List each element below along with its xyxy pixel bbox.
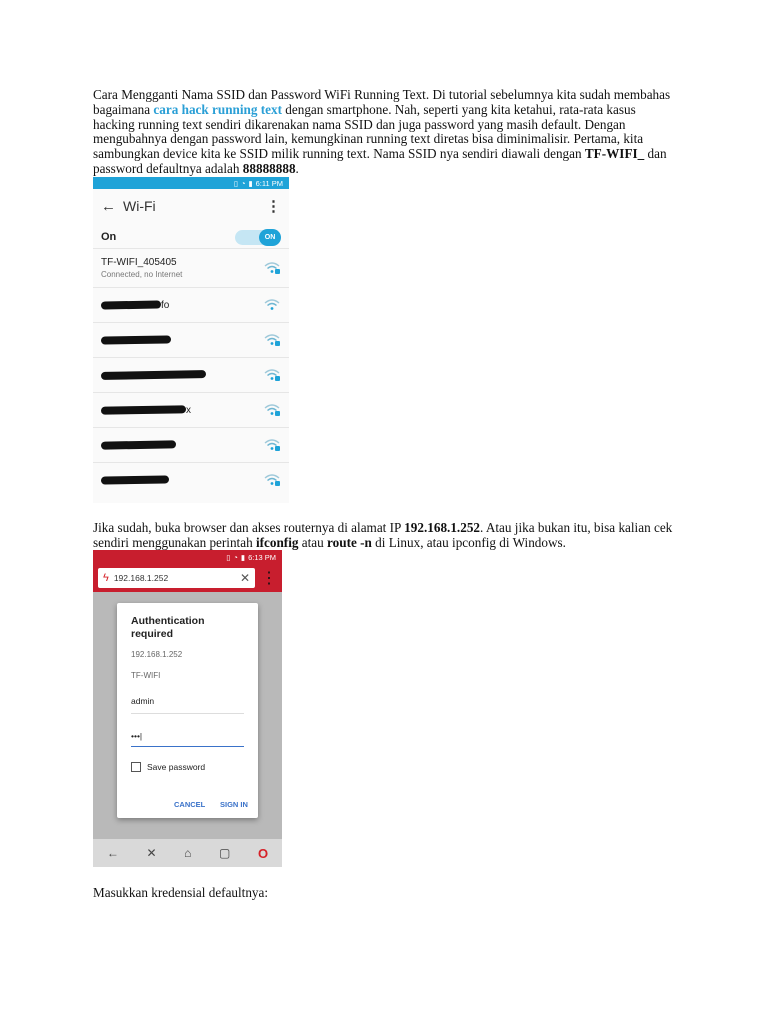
wifi-lock-icon (263, 368, 281, 382)
save-password-checkbox[interactable] (131, 762, 205, 772)
network-item[interactable] (93, 248, 289, 287)
wifi-settings-screenshot (93, 177, 289, 503)
username-field[interactable]: admin (131, 696, 155, 706)
ifconfig-command: ifconfig (255, 534, 299, 550)
redacted-name (101, 440, 176, 449)
wifi-toggle[interactable] (235, 230, 281, 245)
para2-text: Jika sudah, buka browser dan akses routernya di alamat IP (93, 520, 405, 535)
wifi-status-icon: ◔ (240, 178, 246, 188)
para2-text-3: atau (298, 534, 328, 550)
network-item[interactable] (93, 462, 289, 497)
status-time: 6:11 PM (255, 178, 283, 188)
intro-text-2: dengan smartphone. Nah, seperti yang kita ketahui, rata-rata kasus hacking running text sendiri dikarenakan nama SSID dan juga password yang masih default. Dengan mengubahnya dengan password lain, kemungkinan running text diretas bisa diminimalisir. Pertama, kita sambungkan device kita ke SSID milik running text. Nama SSID nya sendiri diawali dengan (93, 101, 644, 162)
hack-tutorial-link[interactable]: cara hack running text (153, 101, 282, 117)
more-vert-icon[interactable]: ⋮ (266, 198, 281, 215)
sign-in-button[interactable]: SIGN IN (220, 800, 248, 809)
more-vert-icon[interactable]: ⋮ (261, 570, 277, 587)
router-access-paragraph (93, 521, 673, 551)
status-time: 6:13 PM (248, 552, 276, 562)
status-bar (93, 177, 289, 189)
credentials-paragraph: Masukkan kredensial defaultnya: (93, 885, 269, 900)
browser-auth-screenshot (93, 550, 282, 867)
browser-bottom-nav (93, 839, 282, 867)
cancel-button[interactable]: CANCEL (174, 800, 206, 809)
opera-menu-icon[interactable]: O (258, 845, 269, 861)
tabs-icon[interactable]: ▢ (219, 846, 231, 860)
wifi-lock-icon (263, 473, 281, 487)
network-name-tail: x (186, 404, 191, 416)
home-icon[interactable]: ⌂ (184, 846, 192, 860)
username-underline (131, 713, 244, 714)
page-title: Wi-Fi (123, 198, 156, 214)
redacted-name (101, 405, 186, 414)
ssid-prefix: TF-WIFI_ (584, 146, 645, 162)
opera-bolt-icon: ϟ (103, 572, 109, 584)
wifi-lock-icon (263, 403, 281, 417)
redacted-name (101, 335, 171, 344)
battery-icon: ▮ (248, 178, 253, 188)
wifi-app-bar (93, 189, 289, 223)
wifi-lock-icon (263, 261, 281, 275)
toggle-knob: ON (259, 229, 281, 246)
wifi-open-icon (263, 298, 281, 312)
checkbox-icon[interactable] (131, 762, 141, 772)
wifi-status-icon: ◔ (233, 552, 238, 562)
password-field[interactable]: •••| (131, 731, 143, 741)
password-underline (131, 746, 244, 747)
dialog-host: 192.168.1.252 (131, 650, 183, 659)
route-command: route -n (327, 534, 372, 550)
vibrate-icon: ▯ (226, 552, 231, 562)
dialog-title: Authentication required (131, 615, 205, 640)
network-status: Connected, no Internet (101, 270, 183, 279)
wifi-on-label: On (101, 231, 117, 243)
address-bar[interactable] (98, 568, 255, 588)
wifi-toggle-row[interactable] (93, 226, 289, 248)
battery-icon: ▮ (240, 552, 246, 562)
redacted-name (101, 300, 161, 309)
network-name-tail: fo (161, 299, 170, 311)
intro-paragraph (93, 88, 673, 177)
redacted-name (101, 370, 206, 380)
browser-toolbar (93, 564, 282, 592)
redacted-name (101, 475, 169, 484)
network-item[interactable] (93, 427, 289, 462)
network-item[interactable] (93, 392, 289, 427)
para2-text-2: . Atau jika bukan itu, bisa kalian cek sendiri menggunakan perintah (93, 520, 673, 550)
back-arrow-icon[interactable]: ← (106, 846, 119, 860)
close-icon[interactable]: ✕ (239, 571, 250, 585)
back-arrow-icon[interactable]: ← (101, 197, 116, 215)
status-bar (93, 550, 282, 564)
network-item[interactable] (93, 357, 289, 392)
router-ip: 192.168.1.252 (404, 520, 480, 535)
para2-text-4: di Linux, atau ipconfig di Windows. (371, 534, 566, 550)
vibrate-icon: ▯ (233, 178, 238, 188)
intro-text-4: . (295, 160, 299, 176)
intro-text: Cara Mengganti Nama SSID dan Password WiFi Running Text. Di tutorial sebelumnya kita sudah membahas bagaimana (93, 87, 671, 117)
default-password: 88888888 (242, 160, 296, 176)
network-item[interactable] (93, 287, 289, 322)
wifi-lock-icon (263, 333, 281, 347)
url-text: 192.168.1.252 (113, 573, 169, 583)
wifi-lock-icon (263, 438, 281, 452)
auth-dialog (117, 603, 258, 818)
network-item[interactable] (93, 322, 289, 357)
dialog-realm: TF-WIFI (131, 671, 161, 680)
save-password-label: Save password (147, 762, 206, 772)
network-name: TF-WIFI_405405 (101, 257, 177, 268)
intro-text-3: dan password defaultnya adalah (93, 146, 667, 176)
close-tab-icon[interactable]: ✕ (146, 846, 157, 860)
